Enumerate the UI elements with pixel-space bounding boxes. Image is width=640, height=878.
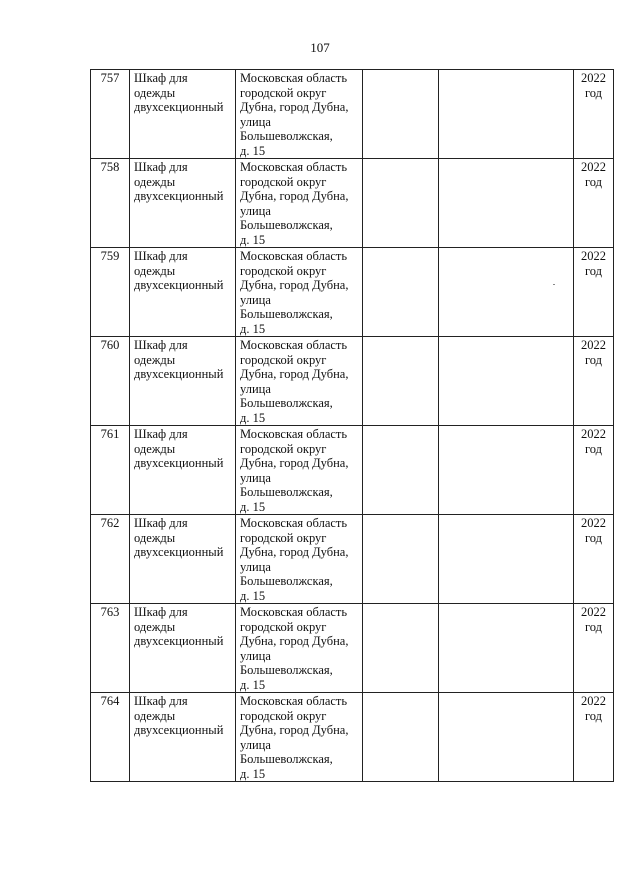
item-name-line: Шкаф для: [134, 605, 188, 619]
year-line: 2022: [581, 71, 606, 85]
item-name-line: одежды: [134, 530, 176, 545]
year-line: год: [584, 708, 603, 723]
empty-cell-4: [363, 604, 439, 693]
row-number-cell: 759: [91, 248, 130, 337]
empty-cell-4: [363, 693, 439, 782]
address-line: д. 15: [240, 499, 266, 514]
address-line: д. 15: [240, 232, 266, 247]
address-line: Московская область: [240, 71, 348, 85]
item-name-line: двухсекционный: [134, 545, 224, 559]
year-line: год: [584, 619, 603, 634]
row-number-cell: 762: [91, 515, 130, 604]
year-line: 2022: [581, 516, 606, 530]
item-name-cell: [130, 337, 236, 426]
address-line: Большеволжская,: [240, 129, 333, 143]
address-cell: [236, 604, 363, 693]
address-line: Большеволжская,: [240, 752, 333, 766]
address-line: городской округ: [240, 85, 327, 100]
empty-cell-5: [439, 70, 574, 159]
address-line: Московская область: [240, 338, 348, 352]
address-line: городской округ: [240, 530, 327, 545]
year-cell: [574, 337, 614, 426]
address-cell: [236, 693, 363, 782]
table-row: [91, 70, 614, 159]
item-name-line: Шкаф для: [134, 694, 188, 708]
empty-cell-5: [439, 515, 574, 604]
item-name-line: двухсекционный: [134, 100, 224, 114]
inventory-table-body: [91, 70, 614, 782]
year-line: 2022: [581, 427, 606, 441]
empty-cell-5: [439, 426, 574, 515]
year-line: 2022: [581, 249, 606, 263]
row-number-cell: 764: [91, 693, 130, 782]
empty-cell-5: [439, 248, 574, 337]
empty-cell-5: [439, 693, 574, 782]
address-line: Дубна, город Дубна,: [240, 367, 349, 381]
empty-cell-5: [439, 159, 574, 248]
address-line: Дубна, город Дубна,: [240, 278, 349, 292]
address-line: Дубна, город Дубна,: [240, 723, 349, 737]
table-row: [91, 515, 614, 604]
year-cell: [574, 604, 614, 693]
address-line: Дубна, город Дубна,: [240, 456, 349, 470]
address-cell: [236, 70, 363, 159]
year-cell: [574, 426, 614, 515]
address-line: Дубна, город Дубна,: [240, 634, 349, 648]
row-number-cell: 760: [91, 337, 130, 426]
item-name-cell: [130, 693, 236, 782]
address-line: Дубна, город Дубна,: [240, 189, 349, 203]
row-number-cell: 758: [91, 159, 130, 248]
address-line: городской округ: [240, 708, 327, 723]
table-row: [91, 248, 614, 337]
empty-cell-4: [363, 515, 439, 604]
item-name-line: Шкаф для: [134, 71, 188, 85]
address-line: д. 15: [240, 677, 266, 692]
address-cell: [236, 159, 363, 248]
address-cell: [236, 515, 363, 604]
address-line: улица: [240, 292, 271, 307]
address-line: Большеволжская,: [240, 218, 333, 232]
address-line: улица: [240, 381, 271, 396]
year-line: год: [584, 85, 603, 100]
scan-speck: [553, 284, 555, 285]
year-line: год: [584, 174, 603, 189]
address-line: Большеволжская,: [240, 574, 333, 588]
item-name-line: Шкаф для: [134, 160, 188, 174]
item-name-cell: [130, 604, 236, 693]
item-name-line: одежды: [134, 441, 176, 456]
item-name-line: Шкаф для: [134, 427, 188, 441]
item-name-line: одежды: [134, 619, 176, 634]
table-row: [91, 426, 614, 515]
row-number-cell: 763: [91, 604, 130, 693]
address-line: Московская область: [240, 694, 348, 708]
address-line: Московская область: [240, 516, 348, 530]
address-line: улица: [240, 648, 271, 663]
row-number-cell: 761: [91, 426, 130, 515]
address-line: д. 15: [240, 766, 266, 781]
item-name-cell: [130, 248, 236, 337]
address-cell: [236, 426, 363, 515]
address-line: городской округ: [240, 174, 327, 189]
address-line: Московская область: [240, 427, 348, 441]
year-cell: [574, 70, 614, 159]
item-name-line: одежды: [134, 85, 176, 100]
address-line: Московская область: [240, 605, 348, 619]
empty-cell-4: [363, 337, 439, 426]
address-line: улица: [240, 203, 271, 218]
table-row: [91, 604, 614, 693]
address-line: Большеволжская,: [240, 396, 333, 410]
address-line: Дубна, город Дубна,: [240, 545, 349, 559]
address-cell: [236, 248, 363, 337]
empty-cell-4: [363, 426, 439, 515]
address-line: городской округ: [240, 619, 327, 634]
item-name-line: двухсекционный: [134, 634, 224, 648]
address-line: городской округ: [240, 441, 327, 456]
empty-cell-5: [439, 337, 574, 426]
item-name-line: одежды: [134, 174, 176, 189]
item-name-cell: [130, 70, 236, 159]
item-name-line: двухсекционный: [134, 189, 224, 203]
year-line: 2022: [581, 694, 606, 708]
year-line: 2022: [581, 605, 606, 619]
address-line: Дубна, город Дубна,: [240, 100, 349, 114]
year-line: год: [584, 530, 603, 545]
year-cell: [574, 693, 614, 782]
table-row: [91, 337, 614, 426]
item-name-cell: [130, 159, 236, 248]
address-line: улица: [240, 559, 271, 574]
address-line: городской округ: [240, 263, 327, 278]
year-line: год: [584, 352, 603, 367]
address-line: Большеволжская,: [240, 485, 333, 499]
year-cell: [574, 159, 614, 248]
address-line: улица: [240, 470, 271, 485]
item-name-line: двухсекционный: [134, 367, 224, 381]
item-name-cell: [130, 515, 236, 604]
item-name-line: одежды: [134, 708, 176, 723]
year-line: 2022: [581, 160, 606, 174]
item-name-line: одежды: [134, 352, 176, 367]
year-line: 2022: [581, 338, 606, 352]
empty-cell-4: [363, 70, 439, 159]
address-cell: [236, 337, 363, 426]
item-name-line: одежды: [134, 263, 176, 278]
year-line: год: [584, 263, 603, 278]
table-row: [91, 693, 614, 782]
item-name-line: двухсекционный: [134, 456, 224, 470]
address-line: д. 15: [240, 143, 266, 158]
item-name-line: двухсекционный: [134, 278, 224, 292]
address-line: Большеволжская,: [240, 663, 333, 677]
address-line: улица: [240, 114, 271, 129]
address-line: Московская область: [240, 160, 348, 174]
empty-cell-4: [363, 248, 439, 337]
row-number-cell: 757: [91, 70, 130, 159]
address-line: Большеволжская,: [240, 307, 333, 321]
item-name-line: Шкаф для: [134, 249, 188, 263]
address-line: д. 15: [240, 321, 266, 336]
page-number: 107: [310, 40, 330, 55]
address-line: д. 15: [240, 410, 266, 425]
item-name-line: Шкаф для: [134, 516, 188, 530]
item-name-line: Шкаф для: [134, 338, 188, 352]
item-name-line: двухсекционный: [134, 723, 224, 737]
address-line: городской округ: [240, 352, 327, 367]
empty-cell-5: [439, 604, 574, 693]
year-cell: [574, 515, 614, 604]
address-line: д. 15: [240, 588, 266, 603]
item-name-cell: [130, 426, 236, 515]
empty-cell-4: [363, 159, 439, 248]
address-line: улица: [240, 737, 271, 752]
address-line: Московская область: [240, 249, 348, 263]
year-line: год: [584, 441, 603, 456]
table-row: [91, 159, 614, 248]
year-cell: [574, 248, 614, 337]
inventory-table: [90, 69, 614, 782]
